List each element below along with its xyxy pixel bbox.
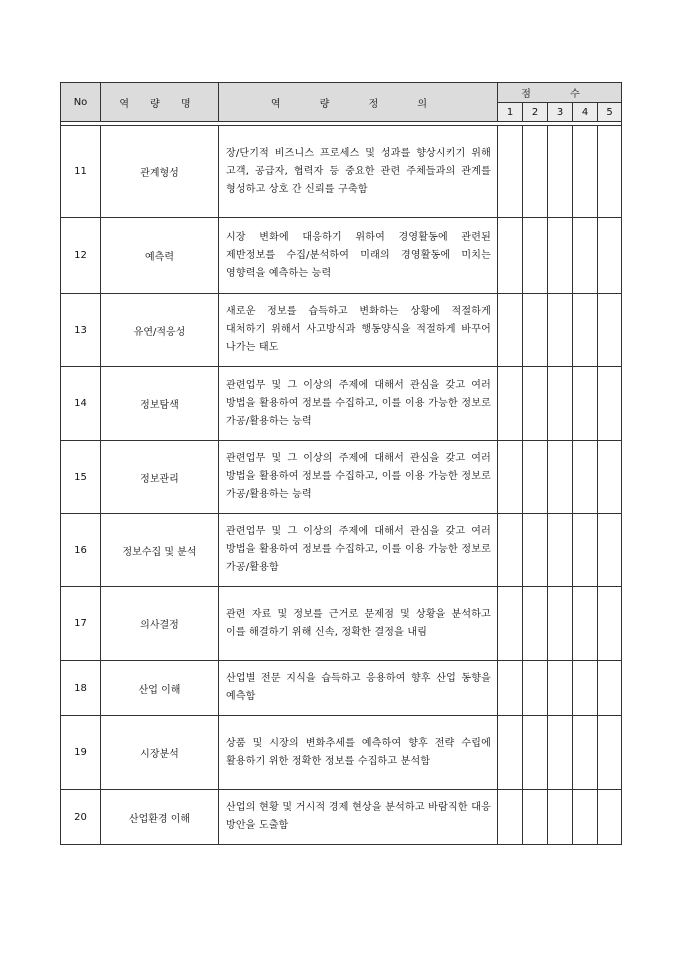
competency-definition: 상품 및 시장의 변화추세를 예측하여 향후 전략 수립에 활용하기 위한 정확한 정보를 수집하고 분석함 <box>219 716 498 790</box>
score-cell-3[interactable] <box>548 514 573 587</box>
score-cell-2[interactable] <box>523 587 548 661</box>
score-cell-3[interactable] <box>548 218 573 294</box>
competency-name: 정보관리 <box>101 441 219 514</box>
row-number: 11 <box>61 126 101 218</box>
score-cell-5[interactable] <box>598 126 622 218</box>
table-row <box>61 294 622 367</box>
table-row <box>61 367 622 441</box>
score-cell-4[interactable] <box>573 514 598 587</box>
competency-name: 유연/적응성 <box>101 294 219 367</box>
row-number: 12 <box>61 218 101 294</box>
competency-name: 산업 이해 <box>101 661 219 716</box>
score-cell-4[interactable] <box>573 126 598 218</box>
score-cell-2[interactable] <box>523 661 548 716</box>
score-cell-4[interactable] <box>573 294 598 367</box>
competency-definition: 산업의 현황 및 거시적 경제 현상을 분석하고 바람직한 대응 방안을 도출함 <box>219 790 498 845</box>
competency-name: 산업환경 이해 <box>101 790 219 845</box>
table-row <box>61 790 622 845</box>
score-cell-5[interactable] <box>598 716 622 790</box>
competency-name: 정보수집 및 분석 <box>101 514 219 587</box>
competency-name: 의사결정 <box>101 587 219 661</box>
score-cell-5[interactable] <box>598 218 622 294</box>
score-cell-2[interactable] <box>523 441 548 514</box>
table-row <box>61 126 622 218</box>
competency-definition: 관련업무 및 그 이상의 주제에 대해서 관심을 갖고 여러 방법을 활용하여 정보를 수집하고, 이를 이용 가능한 정보로 가공/활용하는 능력 <box>219 441 498 514</box>
table-header <box>61 83 622 126</box>
competency-definition: 시장 변화에 대응하기 위하여 경영활동에 관련된 제반정보를 수집/분석하여 미래의 경영활동에 미치는 영향력을 예측하는 능력 <box>219 218 498 294</box>
row-number: 15 <box>61 441 101 514</box>
score-cell-1[interactable] <box>498 716 523 790</box>
row-number: 16 <box>61 514 101 587</box>
score-cell-2[interactable] <box>523 126 548 218</box>
score-cell-5[interactable] <box>598 790 622 845</box>
score-cell-3[interactable] <box>548 716 573 790</box>
table-row <box>61 218 622 294</box>
score-cell-1[interactable] <box>498 294 523 367</box>
score-cell-3[interactable] <box>548 441 573 514</box>
score-cell-1[interactable] <box>498 367 523 441</box>
row-number: 18 <box>61 661 101 716</box>
score-cell-1[interactable] <box>498 587 523 661</box>
header-score: 점 수 <box>498 83 622 103</box>
score-cell-3[interactable] <box>548 587 573 661</box>
score-cell-4[interactable] <box>573 790 598 845</box>
header-competency-definition: 역 량 정 의 <box>219 83 498 122</box>
competency-table <box>60 82 622 845</box>
table-row <box>61 514 622 587</box>
score-cell-5[interactable] <box>598 514 622 587</box>
score-cell-4[interactable] <box>573 661 598 716</box>
score-cell-4[interactable] <box>573 441 598 514</box>
competency-definition: 장/단기적 비즈니스 프로세스 및 성과를 향상시키기 위해 고객, 공급자, 협력자 등 중요한 관련 주체들과의 관계를 형성하고 상호 간 신뢰를 구축함 <box>219 126 498 218</box>
score-cell-3[interactable] <box>548 294 573 367</box>
competency-definition: 관련 자료 및 정보를 근거로 문제점 및 상황을 분석하고 이를 해결하기 위해 신속, 정확한 결정을 내림 <box>219 587 498 661</box>
header-score-level: 2 <box>523 103 548 122</box>
score-cell-5[interactable] <box>598 661 622 716</box>
competency-evaluation-sheet <box>60 82 622 845</box>
row-number: 20 <box>61 790 101 845</box>
score-cell-2[interactable] <box>523 294 548 367</box>
row-number: 19 <box>61 716 101 790</box>
score-cell-5[interactable] <box>598 587 622 661</box>
table-row <box>61 587 622 661</box>
score-cell-2[interactable] <box>523 790 548 845</box>
header-score-level: 4 <box>573 103 598 122</box>
row-number: 13 <box>61 294 101 367</box>
row-number: 17 <box>61 587 101 661</box>
header-score-level: 5 <box>598 103 622 122</box>
score-cell-1[interactable] <box>498 790 523 845</box>
score-cell-5[interactable] <box>598 441 622 514</box>
competency-definition: 관련업무 및 그 이상의 주제에 대해서 관심을 갖고 여러 방법을 활용하여 정보를 수집하고, 이를 이용 가능한 정보로 가공/활용함 <box>219 514 498 587</box>
score-cell-5[interactable] <box>598 367 622 441</box>
competency-definition: 새로운 정보를 습득하고 변화하는 상황에 적절하게 대처하기 위해서 사고방식과 행동양식을 적절하게 바꾸어 나가는 태도 <box>219 294 498 367</box>
table-row <box>61 661 622 716</box>
competency-definition: 관련업무 및 그 이상의 주제에 대해서 관심을 갖고 여러 방법을 활용하여 정보를 수집하고, 이를 이용 가능한 정보로 가공/활용하는 능력 <box>219 367 498 441</box>
score-cell-3[interactable] <box>548 126 573 218</box>
competency-definition: 산업별 전문 지식을 습득하고 응용하여 향후 산업 동향을 예측함 <box>219 661 498 716</box>
score-cell-2[interactable] <box>523 218 548 294</box>
score-cell-1[interactable] <box>498 126 523 218</box>
score-cell-5[interactable] <box>598 294 622 367</box>
score-cell-2[interactable] <box>523 514 548 587</box>
score-cell-1[interactable] <box>498 218 523 294</box>
competency-name: 예측력 <box>101 218 219 294</box>
score-cell-2[interactable] <box>523 367 548 441</box>
table-body <box>61 126 622 845</box>
header-score-level: 3 <box>548 103 573 122</box>
score-cell-3[interactable] <box>548 367 573 441</box>
table-row <box>61 441 622 514</box>
score-cell-4[interactable] <box>573 218 598 294</box>
score-cell-4[interactable] <box>573 587 598 661</box>
header-competency-name: 역 량 명 <box>101 83 219 122</box>
competency-name: 관계형성 <box>101 126 219 218</box>
score-cell-3[interactable] <box>548 790 573 845</box>
header-score-level: 1 <box>498 103 523 122</box>
score-cell-3[interactable] <box>548 661 573 716</box>
row-number: 14 <box>61 367 101 441</box>
table-row <box>61 716 622 790</box>
competency-name: 시장분석 <box>101 716 219 790</box>
score-cell-2[interactable] <box>523 716 548 790</box>
score-cell-1[interactable] <box>498 441 523 514</box>
score-cell-1[interactable] <box>498 514 523 587</box>
score-cell-1[interactable] <box>498 661 523 716</box>
header-no: No <box>61 83 101 122</box>
score-cell-4[interactable] <box>573 367 598 441</box>
competency-name: 정보탐색 <box>101 367 219 441</box>
score-cell-4[interactable] <box>573 716 598 790</box>
